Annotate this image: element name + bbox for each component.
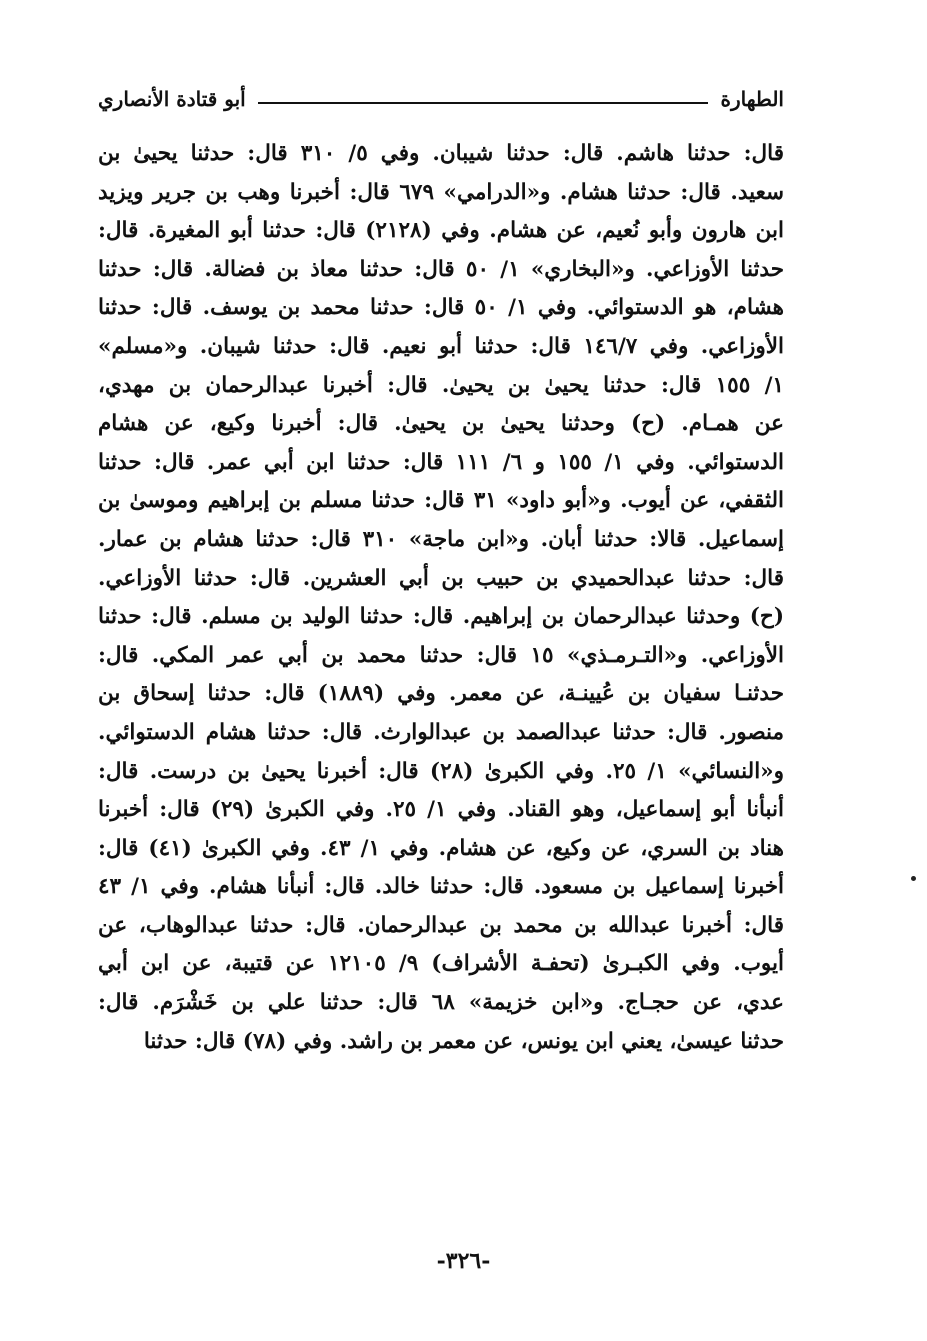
text-line: هشام، هو الدستوائي. وفي ١/ ٥٠ قال: حدثنا محمد بن يوسف. قال: حدثنا [98, 295, 784, 321]
running-header [98, 84, 784, 114]
text-line: حدثنا الأوزاعي. و«البخاري» ١/ ٥٠ قال: حدثنا معاذ بن فضالة. قال: حدثنا [98, 256, 784, 282]
text-line: إسماعيل. قالا: حدثنا أبان. و«ابن ماجة» ٣١٠ قال: حدثنا هشام بن عمار. [98, 526, 784, 552]
text-line: الدستوائي. وفي ١/ ١٥٥ و ٦/ ١١١ قال: حدثنا ابن أبي عمر. قال: حدثنا [98, 449, 784, 475]
text-line: أيوب. وفي الكبـرىٰ (تحفـة الأشراف) ٩/ ١٢١٠٥ عن قتيبة، عن ابن أبي [98, 951, 784, 977]
margin-mark [911, 876, 916, 881]
text-line: (ح) وحدثنا عبدالرحمان بن إبراهيم. قال: حدثنا الوليد بن مسلم. قال: حدثنا [98, 604, 784, 630]
body-text [98, 135, 784, 1061]
text-line: سعيد. قال: حدثنا هشام. و«الدرامي» ٦٧٩ قال: أخبرنا وهب بن جرير ويزيد [98, 179, 784, 205]
text-line: قال: حدثنا هاشم. قال: حدثنا شيبان. وفي ٥/ ٣١٠ قال: حدثنا يحيىٰ بن [98, 141, 784, 166]
text-line: هناد بن السري، عن وكيع، عن هشام. وفي ١/ ٤٣. وفي الكبرىٰ (٤١) قال: [98, 835, 784, 861]
header-rule [258, 102, 709, 104]
text-line: قال: حدثنا عبدالحميدي بن حبيب بن أبي العشرين. قال: حدثنا الأوزاعي. [98, 565, 784, 591]
text-line: قال: أخبرنا عبدالله بن محمد بن عبدالرحمان. قال: حدثنا عبدالوهاب، عن [98, 912, 784, 938]
text-line: أخبرنا إسماعيل بن مسعود. قال: حدثنا خالد. قال: أنبأنا هشام. وفي ١/ ٤٣ [98, 874, 784, 900]
text-line: أنبأنا أبو إسماعيل، وهو القناد. وفي ١/ ٢٥. وفي الكبرىٰ (٢٩) قال: أخبرنا [98, 797, 784, 823]
text-line: ابن هارون وأبو نُعيم، عن هشام. وفي (٢١٢٨) قال: حدثنا أبو المغيرة. قال: [98, 218, 784, 244]
text-line: عن همـام. (ح) وحدثنا يحيىٰ بن يحيىٰ. قال: أخبرنا وكيع، عن هشام [98, 411, 784, 437]
text-line: حدثنـا سفيان بن عُيينـة، عن معمر. وفي (١٨٨٩) قال: حدثنا إسحاق بن [98, 681, 784, 707]
page-number: -٣٢٦- [436, 1248, 491, 1274]
text-line: حدثنا عيسىٰ، يعني ابن يونس، عن معمر بن راشد. وفي (٧٨) قال: حدثنا [143, 1028, 784, 1054]
text-line: و«النسائي» ١/ ٢٥. وفي الكبرىٰ (٢٨) قال: أخبرنا يحيىٰ بن درست. قال: [98, 758, 784, 784]
chapter-title: الطهارة [720, 87, 784, 111]
text-line: الثقفي، عن أيوب. و«أبو داود» ٣١ قال: حدثنا مسلم بن إبراهيم وموسىٰ بن [98, 488, 784, 514]
text-line: الأوزاعي. و«التـرمـذي» ١٥ قال: حدثنا محمد بن أبي عمر المكي. قال: [98, 642, 784, 668]
text-line: ١/ ١٥٥ قال: حدثنا يحيىٰ بن يحيىٰ. قال: أخبرنا عبدالرحمان بن مهدي، [98, 372, 784, 398]
text-line: الأوزاعي. وفي ١٤٦/٧ قال: حدثنا أبو نعيم. قال: حدثنا شيبان. و«مسلم» [98, 333, 784, 359]
section-title: أبو قتادة الأنصاري [98, 87, 246, 111]
text-line: عدي، عن حجـاج. و«ابن خزيمة» ٦٨ قال: حدثنا علي بن خَشْرَم. قال: [98, 990, 784, 1016]
text-line: منصور. قال: حدثنا عبدالصمد بن عبدالوارث. قال: حدثنا هشام الدستوائي. [98, 719, 784, 745]
